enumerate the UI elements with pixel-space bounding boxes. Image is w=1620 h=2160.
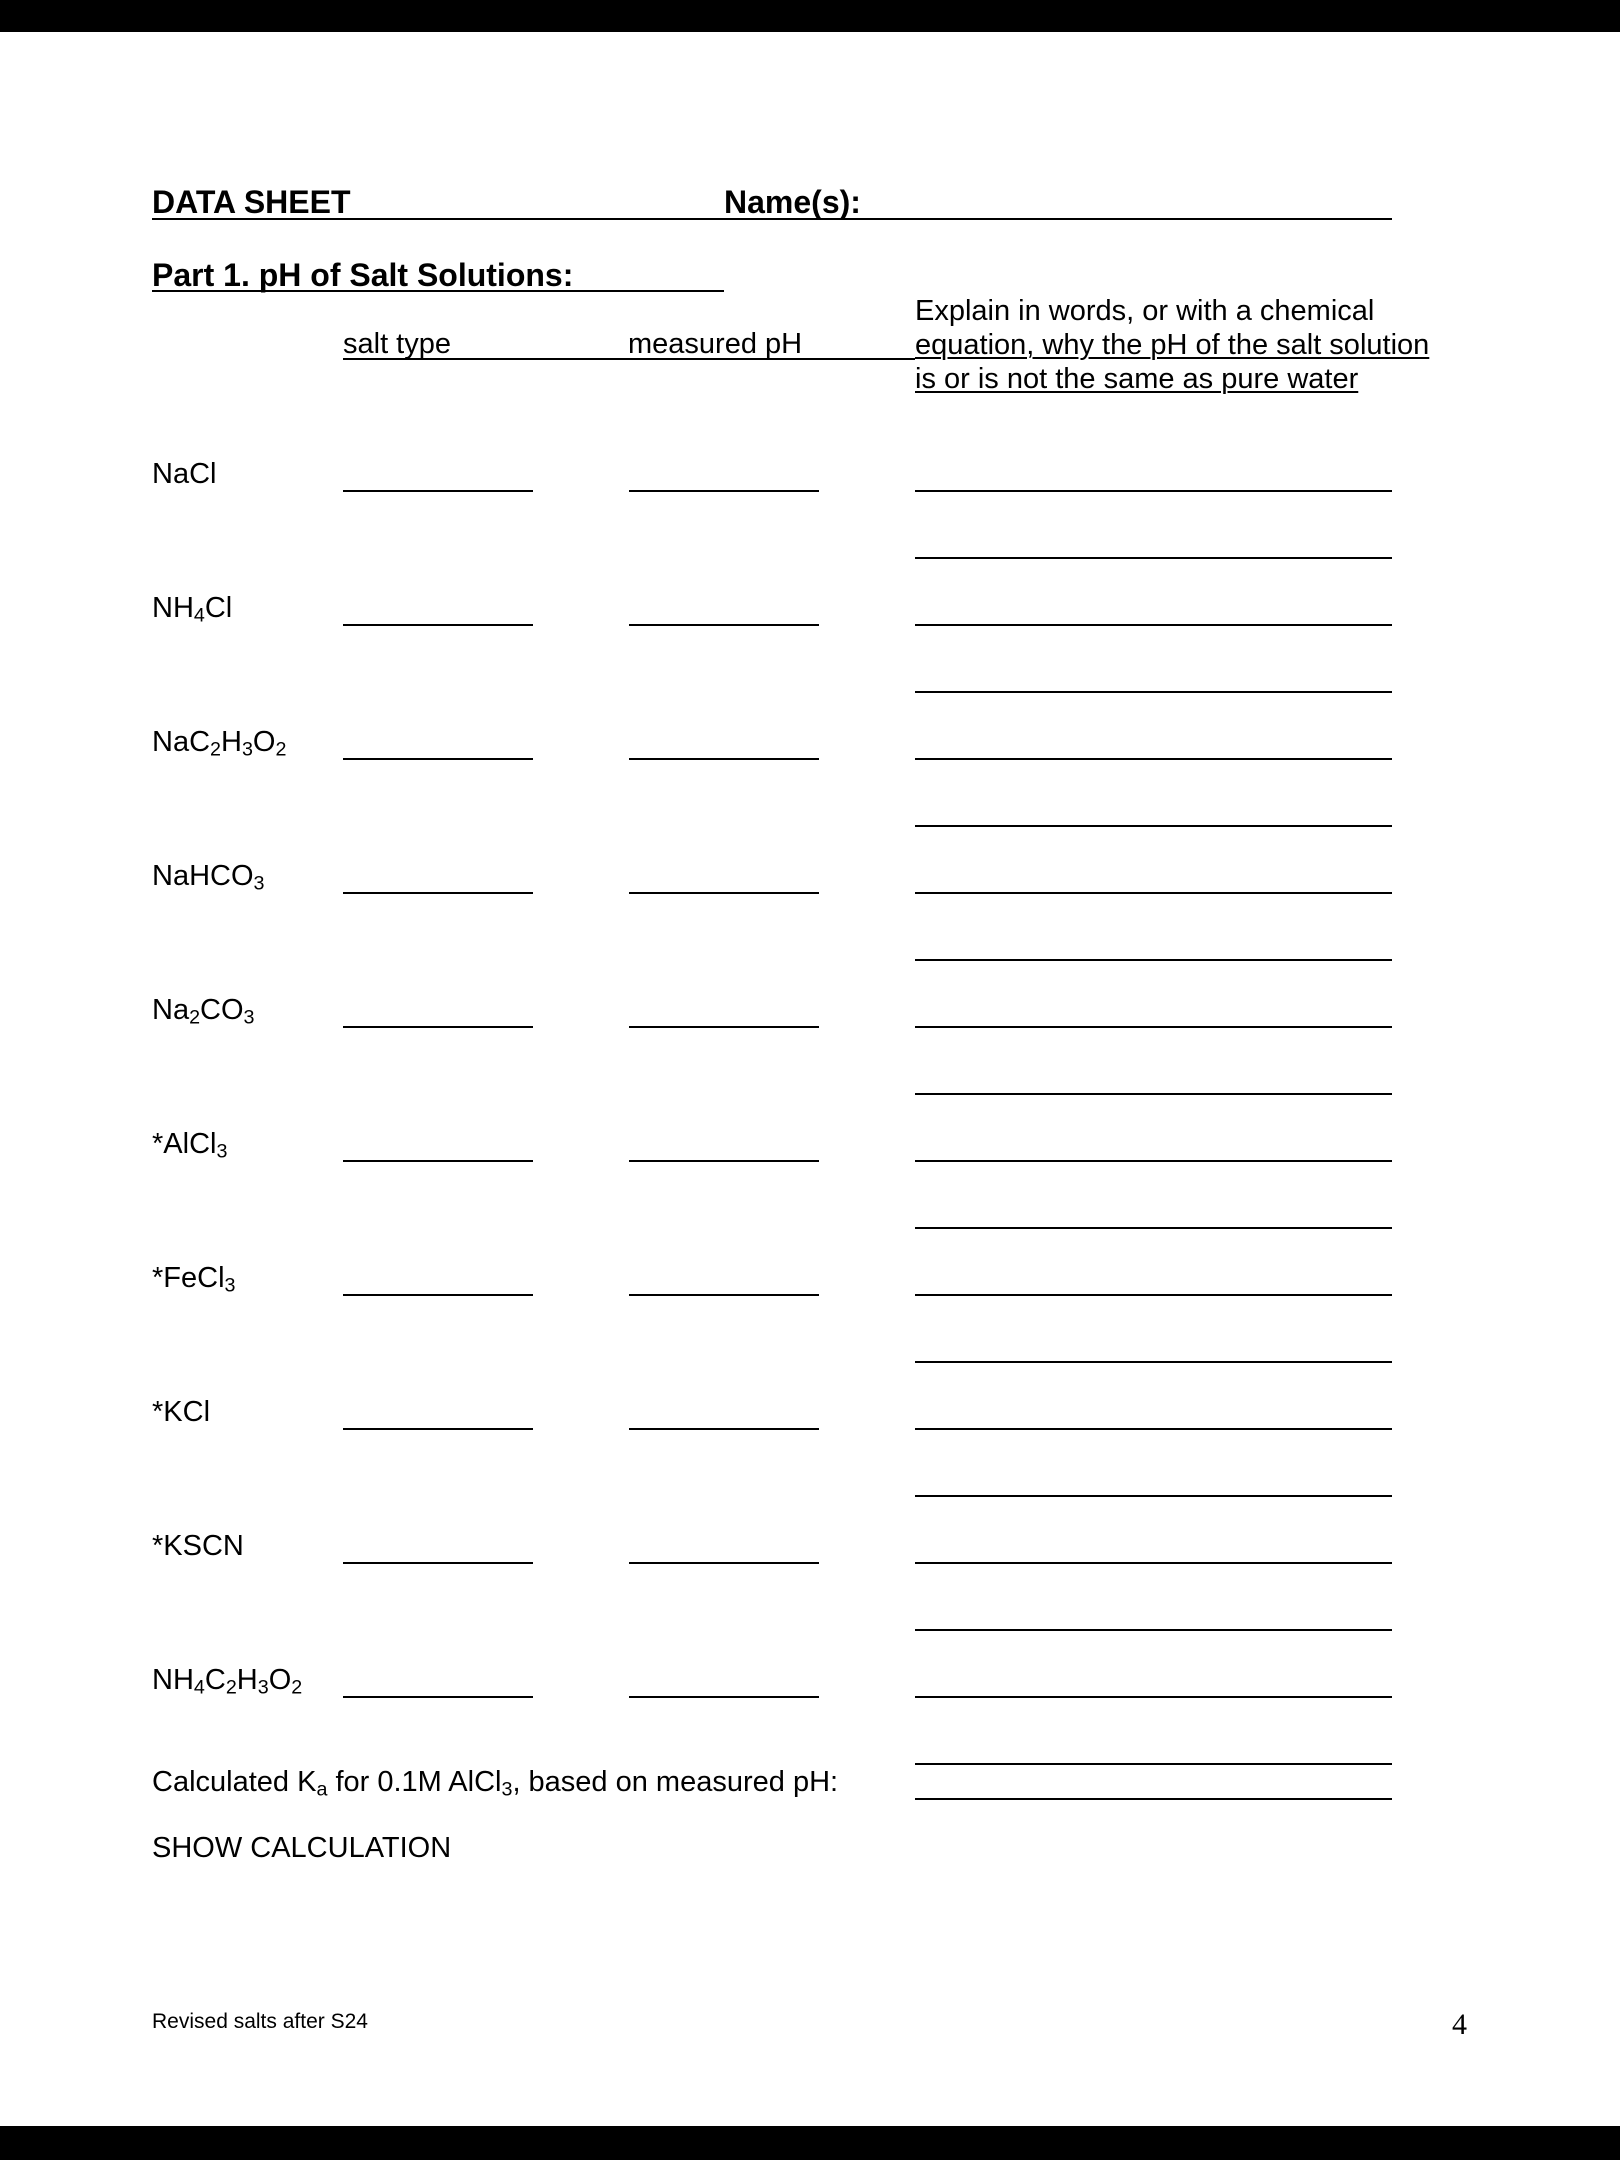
measured-ph-blank[interactable] — [629, 490, 819, 492]
formula-text: NH — [152, 1664, 194, 1696]
formula-text: NaCl — [152, 458, 217, 490]
salt-type-blank[interactable] — [343, 490, 533, 492]
formula-subscript: 3 — [216, 1140, 228, 1163]
formula-text: O — [268, 1664, 292, 1696]
explanation-blank-2[interactable] — [915, 1227, 1392, 1229]
explanation-blank-1[interactable] — [915, 490, 1392, 492]
salt-formula — [152, 1530, 244, 1563]
salt-formula — [152, 1128, 227, 1161]
measured-ph-blank[interactable] — [629, 624, 819, 626]
salt-formula — [152, 994, 255, 1027]
formula-subscript: 4 — [193, 604, 205, 627]
col-header-salt-type: salt type — [343, 328, 451, 360]
salt-formula — [152, 1664, 302, 1697]
formula-text: Calculated K — [152, 1766, 317, 1798]
explanation-blank-1[interactable] — [915, 1294, 1392, 1296]
explanation-blank-2[interactable] — [915, 959, 1392, 961]
show-calculation-label: SHOW CALCULATION — [152, 1832, 452, 1864]
measured-ph-blank[interactable] — [629, 1562, 819, 1564]
formula-subscript: a — [316, 1778, 328, 1801]
formula-subscript: 2 — [275, 738, 287, 761]
col-header-explain — [915, 294, 1429, 396]
formula-subscript: 2 — [189, 1006, 201, 1029]
page-number: 4 — [1452, 2008, 1467, 2041]
explanation-blank-1[interactable] — [915, 1026, 1392, 1028]
salt-formula — [152, 592, 232, 625]
formula-subscript: 3 — [257, 1676, 269, 1699]
formula-text: Na — [152, 994, 190, 1026]
names-label: Name(s): — [724, 184, 861, 220]
formula-subscript: 4 — [193, 1676, 205, 1699]
salt-type-blank[interactable] — [343, 758, 533, 760]
salt-formula — [152, 458, 216, 491]
salt-type-blank[interactable] — [343, 1160, 533, 1162]
explanation-blank-2[interactable] — [915, 1763, 1392, 1765]
formula-text: *KCl — [152, 1396, 211, 1428]
formula-text: O — [252, 726, 276, 758]
measured-ph-blank[interactable] — [629, 1294, 819, 1296]
explanation-blank-1[interactable] — [915, 892, 1392, 894]
formula-text: NH — [152, 592, 194, 624]
salt-formula — [152, 1396, 210, 1429]
formula-text: NaC — [152, 726, 211, 758]
salt-type-blank[interactable] — [343, 1428, 533, 1430]
measured-ph-blank[interactable] — [629, 1696, 819, 1698]
explanation-blank-1[interactable] — [915, 758, 1392, 760]
data-sheet-title: DATA SHEET — [152, 184, 351, 220]
revision-note: Revised salts after S24 — [152, 2010, 368, 2033]
formula-subscript: 2 — [225, 1676, 237, 1699]
measured-ph-blank[interactable] — [629, 758, 819, 760]
explain-line-2: equation, why the pH of the salt solution — [915, 329, 1430, 361]
formula-subscript: 2 — [210, 738, 221, 761]
explanation-blank-2[interactable] — [915, 1495, 1392, 1497]
salt-type-blank[interactable] — [343, 1562, 533, 1564]
formula-text: *AlCl — [152, 1128, 217, 1160]
formula-subscript: 2 — [291, 1676, 303, 1699]
measured-ph-blank[interactable] — [629, 1160, 819, 1162]
explain-line-1: Explain in words, or with a chemical — [915, 295, 1375, 327]
formula-subscript: 3 — [253, 872, 265, 895]
explanation-blank-2[interactable] — [915, 1361, 1392, 1363]
calc-ka-label — [152, 1766, 838, 1799]
measured-ph-blank[interactable] — [629, 1026, 819, 1028]
worksheet-page — [0, 32, 1620, 2126]
formula-subscript: 3 — [243, 1006, 255, 1029]
measured-ph-blank[interactable] — [629, 1428, 819, 1430]
explanation-blank-2[interactable] — [915, 1629, 1392, 1631]
explain-line-3: is or is not the same as pure water — [915, 363, 1359, 395]
salt-formula — [152, 1262, 235, 1295]
header-underline — [152, 218, 1392, 220]
salt-type-blank[interactable] — [343, 624, 533, 626]
formula-text: H — [236, 1664, 258, 1696]
salt-formula — [152, 860, 264, 893]
salt-type-blank[interactable] — [343, 1026, 533, 1028]
formula-subscript: 3 — [241, 738, 253, 761]
formula-text: *FeCl — [152, 1262, 225, 1294]
formula-subscript: 3 — [501, 1778, 513, 1801]
formula-text: Cl — [204, 592, 233, 624]
explanation-blank-2[interactable] — [915, 825, 1392, 827]
salt-type-blank[interactable] — [343, 1696, 533, 1698]
explanation-blank-1[interactable] — [915, 1160, 1392, 1162]
explanation-blank-2[interactable] — [915, 557, 1392, 559]
formula-text: C — [204, 1664, 226, 1696]
col-header-measured-ph: measured pH — [628, 328, 803, 360]
formula-text: NaHCO — [152, 860, 254, 892]
part1-title-underline — [152, 290, 724, 292]
explanation-blank-1[interactable] — [915, 1696, 1392, 1698]
explanation-blank-1[interactable] — [915, 624, 1392, 626]
formula-text: for 0.1M AlCl — [327, 1766, 502, 1798]
formula-text: CO — [200, 994, 244, 1026]
formula-subscript: 3 — [224, 1274, 236, 1297]
explanation-blank-2[interactable] — [915, 1093, 1392, 1095]
calc-ka-answer-blank[interactable] — [915, 1798, 1392, 1800]
explanation-blank-1[interactable] — [915, 1562, 1392, 1564]
formula-text: , based on measured pH: — [512, 1766, 839, 1798]
column-header-underline — [343, 358, 915, 360]
salt-formula — [152, 726, 286, 759]
formula-text: H — [220, 726, 242, 758]
salt-type-blank[interactable] — [343, 1294, 533, 1296]
explanation-blank-2[interactable] — [915, 691, 1392, 693]
formula-text: *KSCN — [152, 1530, 244, 1562]
measured-ph-blank[interactable] — [629, 892, 819, 894]
salt-type-blank[interactable] — [343, 892, 533, 894]
explanation-blank-1[interactable] — [915, 1428, 1392, 1430]
part1-title: Part 1. pH of Salt Solutions: — [152, 257, 574, 293]
